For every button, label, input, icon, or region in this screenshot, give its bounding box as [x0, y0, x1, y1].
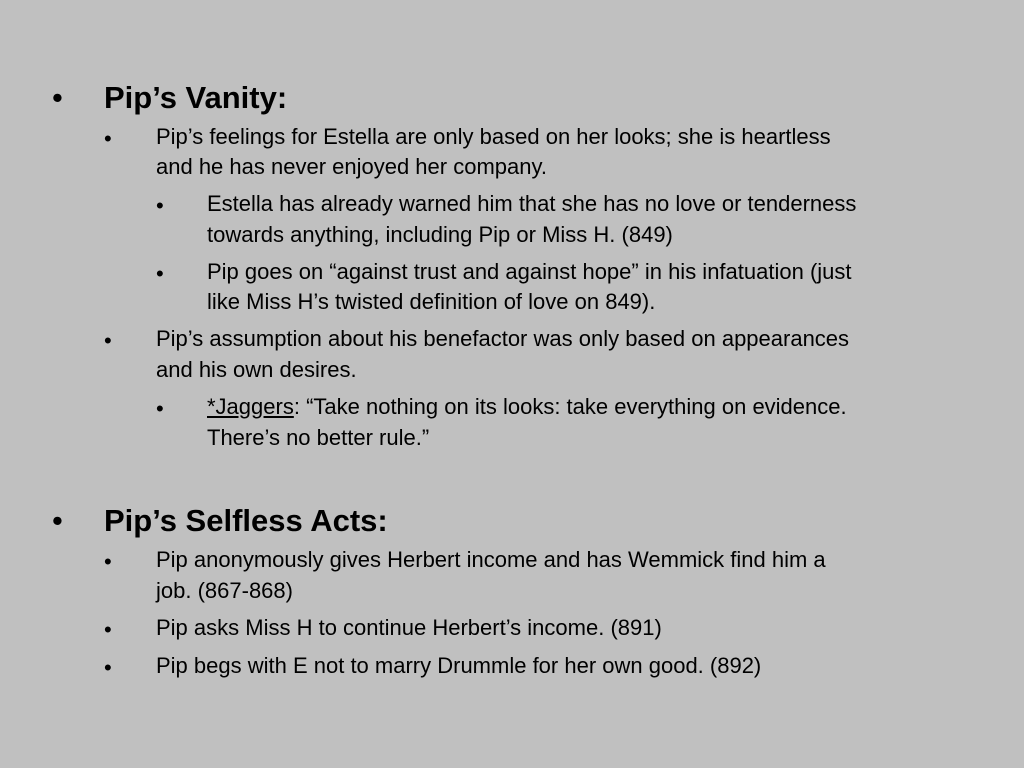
- bullet-marker: •: [52, 80, 63, 115]
- bullet-marker: •: [104, 549, 112, 574]
- quote-text: : “Take nothing on its looks: take everything on evidence.: [293, 394, 847, 419]
- sub-bullet-text-line: like Miss H’s twisted definition of love on 849).: [207, 289, 656, 314]
- bullet-marker: •: [156, 396, 164, 421]
- bullet-marker: •: [156, 261, 164, 286]
- section-heading: Pip’s Vanity:: [104, 80, 288, 115]
- bullet-text-line: job. (867-868): [156, 578, 293, 603]
- bullet-text-line: Pip begs with E not to marry Drummle for her own good. (892): [156, 653, 762, 678]
- bullet-text-line: Pip anonymously gives Herbert income and has Wemmick find him a: [156, 547, 826, 572]
- bullet-marker: •: [104, 655, 112, 680]
- sub-bullet-text-line: Pip goes on “against trust and against hope” in his infatuation (just: [207, 259, 852, 284]
- bullet-text-line: Pip asks Miss H to continue Herbert’s income. (891): [156, 615, 662, 640]
- section-heading: Pip’s Selfless Acts:: [104, 503, 388, 538]
- sub-bullet-text-line: There’s no better rule.”: [207, 425, 430, 450]
- bullet-marker: •: [156, 193, 164, 218]
- speaker-name: *Jaggers: [207, 394, 294, 419]
- bullet-marker: •: [104, 126, 112, 151]
- bullet-text-line: and his own desires.: [156, 357, 357, 382]
- quote-line: [207, 394, 847, 420]
- bullet-text-line: Pip’s assumption about his benefactor was only based on appearances: [156, 326, 850, 351]
- bullet-marker: •: [104, 328, 112, 353]
- bullet-text-line: and he has never enjoyed her company.: [156, 154, 547, 179]
- bullet-text-line: Pip’s feelings for Estella are only based on her looks; she is heartless: [156, 124, 831, 149]
- bullet-marker: •: [52, 503, 63, 538]
- bullet-marker: •: [104, 617, 112, 642]
- sub-bullet-text-line: towards anything, including Pip or Miss H. (849): [207, 222, 673, 247]
- sub-bullet-text-line: Estella has already warned him that she has no love or tenderness: [207, 191, 857, 216]
